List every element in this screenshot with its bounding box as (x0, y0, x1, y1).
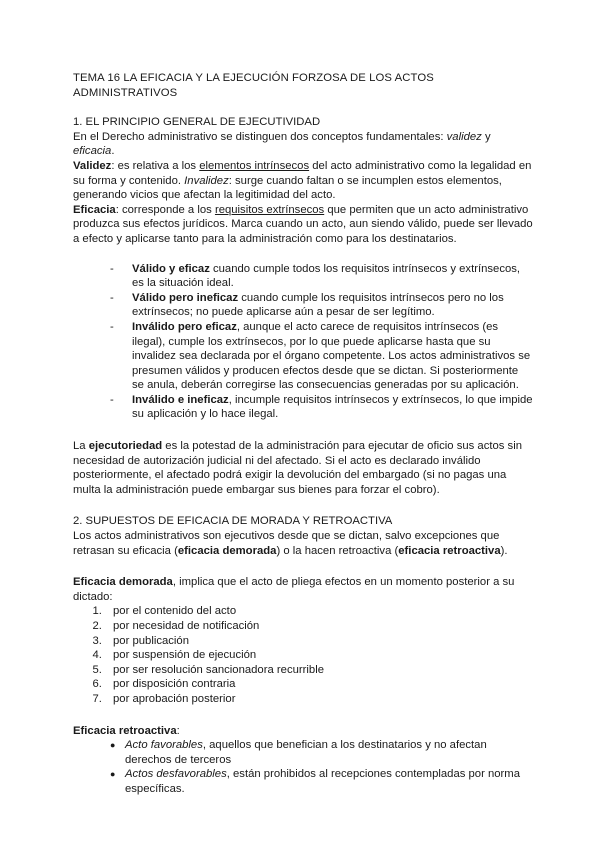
list-item: 3. por publicación (105, 634, 533, 649)
retroactiva-heading: Eficacia retroactiva: (73, 724, 180, 737)
ejecutoriedad-paragraph: La ejecutoriedad es la potestad de la administración para ejecutar de oficio sus actos sin necesidad de autorización judicial ni del afectado. Si el acto es declarado inválido posteriormente, el afectado podrá exigir la devolución del embargado (si no pagas una multa la administración puede embargar sus bienes para forzar el cobro). (73, 440, 522, 496)
section-2-intro: Los actos administrativos son ejecutivos desde que se dictan, salvo excepciones que retrasan su eficacia (eficacia demorada) o la hacen retroactiva (eficacia retroactiva). (73, 530, 508, 557)
validez-paragraph: Validez: es relativa a los elementos intrínsecos del acto administrativo como la legalidad en su forma y contenido. Invalidez: surge cuando faltan o se incumplen estos elementos, generando vicios que afectan la legitimidad del acto. (73, 159, 532, 202)
list-item: 5. por ser resolución sancionadora recurrible (105, 663, 533, 678)
demorada-list (73, 604, 533, 706)
list-item: 2. por necesidad de notificación (105, 619, 533, 634)
list-item: - Válido y eficaz cuando cumple todos los requisitos intrínsecos y extrínsecos, es la situación ideal. (110, 262, 533, 291)
list-item: - Válido pero ineficaz cuando cumple los requisitos intrínsecos pero no los extrínsecos; no puede aplicarse aún a pesar de ser legítimo. (110, 291, 533, 320)
section-2-heading: 2. SUPUESTOS DE EFICACIA DE MORADA Y RETROACTIVA (73, 515, 393, 528)
section-1-intro: En el Derecho administrativo se distinguen dos conceptos fundamentales: validez y eficacia. (73, 130, 491, 158)
list-item: 1. por el contenido del acto (105, 604, 533, 619)
list-item: 4. por suspensión de ejecución (105, 648, 533, 663)
document-page (73, 71, 533, 797)
list-item: - Inválido pero eficaz, aunque el acto carece de requisitos intrínsecos (es ilegal), cumple los extrínsecos, por lo que puede aplicarse hasta que su invalidez sea declarada por el órgano competente. Los actos administrativos se presumen válidos y producen efectos desde que se dictan. Si posteriormente se anula, deberán corregirse las consecuencias generadas por su aplicación. (110, 320, 533, 393)
eficacia-paragraph: Eficacia: corresponde a los requisitos extrínsecos que permiten que un acto administrativo produzca sus efectos jurídicos. Marca cuando un acto, aun siendo válido, puede ser llevado a efecto y aplicarse tanto para la administración como para los destinatarios. (73, 203, 533, 245)
section-1-heading: 1. EL PRINCIPIO GENERAL DE EJECUTIVIDAD (73, 116, 321, 129)
retroactiva-list (73, 738, 533, 796)
validity-cases-list (73, 262, 533, 423)
list-item: - Inválido e ineficaz, incumple requisitos intrínsecos y extrínsecos, lo que impide su aplicación y lo hace ilegal. (110, 393, 533, 422)
list-item: 6. por disposición contraria (105, 677, 533, 692)
list-item: 7. por aprobación posterior (105, 692, 533, 707)
list-item: ● Acto favorables, aquellos que benefician a los destinatarios y no afectan derechos de terceros (110, 738, 533, 767)
list-item: ● Actos desfavorables, están prohibidos al recepciones contempladas por norma específicas. (110, 767, 533, 796)
document-title: TEMA 16 LA EFICACIA Y LA EJECUCIÓN FORZOSA DE LOS ACTOS ADMINISTRATIVOS (73, 72, 434, 99)
demorada-paragraph: Eficacia demorada, implica que el acto de pliega efectos en un momento posterior a su dictado: (73, 576, 515, 603)
